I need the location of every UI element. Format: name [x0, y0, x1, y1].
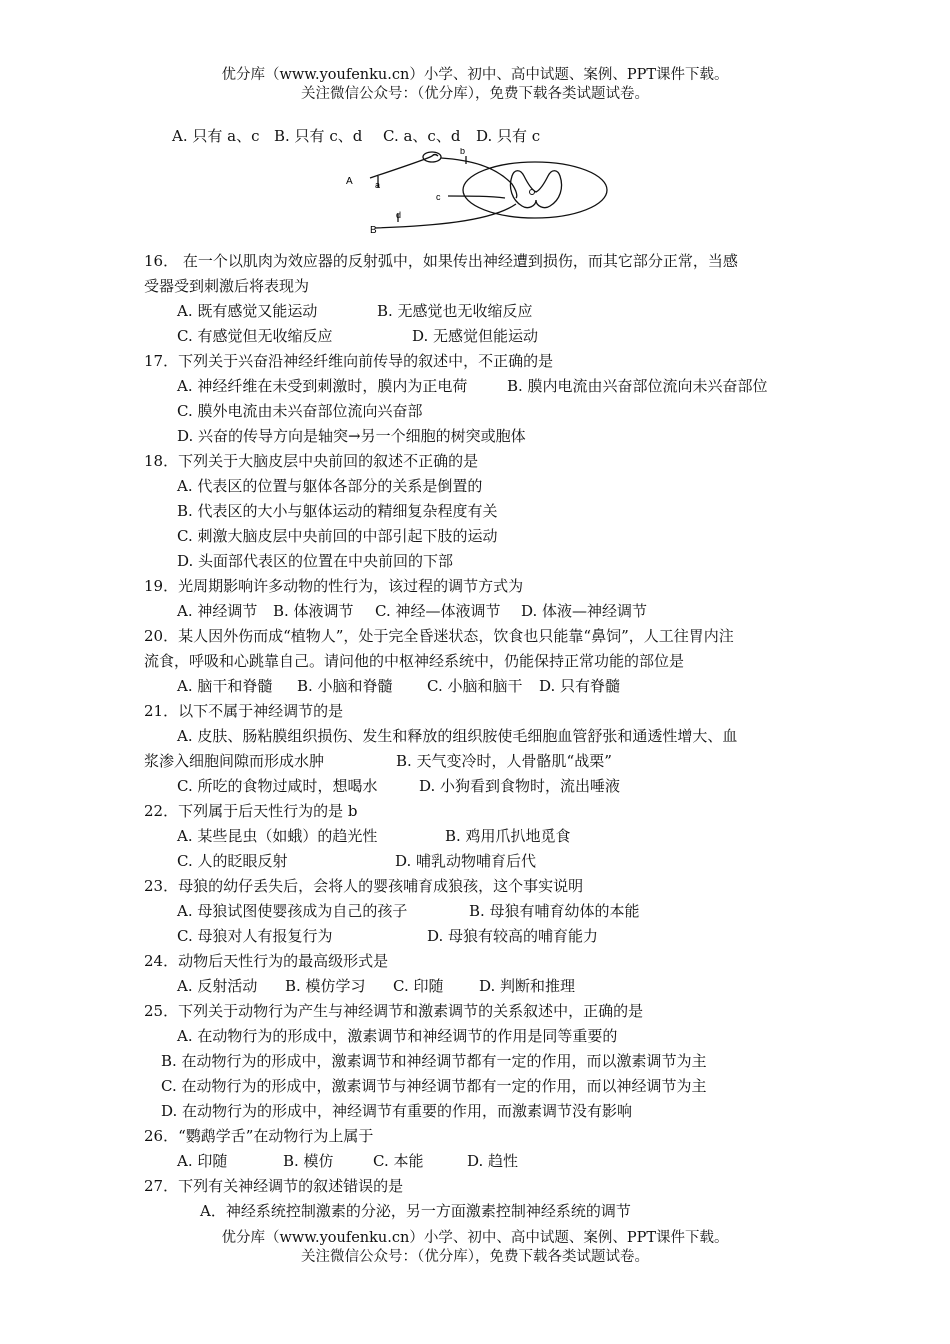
q20-option-d: D. 只有脊髓 — [539, 677, 621, 695]
q19-option-c: C. 神经—体液调节 — [375, 602, 501, 620]
q21-option-a-tail: 浆渗入细胞间隙而形成水肿 — [144, 752, 325, 770]
q22-option-b: B. 鸡用爪扒地觅食 — [445, 827, 571, 845]
q24-option-b: B. 模仿学习 — [285, 977, 366, 995]
q26-option-d: D. 趋性 — [467, 1152, 519, 1170]
page-footer — [0, 1229, 950, 1267]
q16-stem: 16． 在一个以肌肉为效应器的反射弧中，如果传出神经遭到损伤，而其它部分正常，当感 — [144, 252, 738, 270]
q16-option-a: A. 既有感觉又能运动 — [177, 302, 318, 320]
q22-option-d: D. 哺乳动物哺育后代 — [395, 852, 537, 870]
label-d: d — [396, 210, 402, 220]
q17-option-a: A. 神经纤维在未受到刺激时，膜内为正电荷 — [177, 377, 468, 395]
label-b: b — [460, 148, 466, 156]
q25-option-a: A. 在动物行为的形成中，激素调节和神经调节的作用是同等重要的 — [177, 1027, 618, 1045]
q26-stem: 26．“鹦鹉学舌”在动物行为上属于 — [144, 1127, 374, 1145]
q19-option-d: D. 体液—神经调节 — [521, 602, 648, 620]
q22-option-a: A. 某些昆虫（如蛾）的趋光性 — [177, 827, 378, 845]
q23-option-d: D. 母狼有较高的哺育能力 — [427, 927, 599, 945]
q25-option-b: B. 在动物行为的形成中，激素调节和神经调节都有一定的作用，而以激素调节为主 — [161, 1052, 707, 1070]
q26-option-a: A. 印随 — [177, 1152, 228, 1170]
header-line-2: 关注微信公众号：（优分库），免费下载各类试题试卷。 — [301, 86, 649, 102]
q20-option-b: B. 小脑和脊髓 — [297, 677, 393, 695]
q27-option-a: A．神经系统控制激素的分泌，另一方面激素控制神经系统的调节 — [200, 1202, 631, 1220]
q18-stem: 18．下列关于大脑皮层中央前回的叙述不正确的是 — [144, 452, 479, 470]
label-B: B — [370, 225, 377, 236]
q24-option-c: C. 印随 — [393, 977, 444, 995]
q21-stem: 21．以下不属于神经调节的是 — [144, 702, 344, 720]
label-c: c — [436, 192, 441, 202]
q20-option-c: C. 小脑和脑干 — [427, 677, 523, 695]
q24-stem: 24．动物后天性行为的最高级形式是 — [144, 952, 389, 970]
q20-option-a: A. 脑干和脊髓 — [177, 677, 273, 695]
q22-stem: 22．下列属于后天性行为的是 b — [144, 802, 358, 820]
q25-stem: 25．下列关于动物行为产生与神经调节和激素调节的关系叙述中，正确的是 — [144, 1002, 644, 1020]
reflex-arc-diagram — [340, 148, 620, 238]
q22-option-c: C. 人的眨眼反射 — [177, 852, 288, 870]
q17-option-d: D. 兴奋的传导方向是轴突→另一个细胞的树突或胞体 — [177, 427, 526, 445]
q17-option-c: C. 膜外电流由未兴奋部位流向兴奋部 — [177, 402, 423, 420]
q18-option-d: D. 头面部代表区的位置在中央前回的下部 — [177, 552, 454, 570]
q21-option-c: C. 所吃的食物过咸时，想喝水 — [177, 777, 378, 795]
q15-option-d: D. 只有 c — [476, 127, 541, 145]
q27-stem: 27．下列有关神经调节的叙述错误的是 — [144, 1177, 404, 1195]
q19-option-b: B. 体液调节 — [273, 602, 354, 620]
q20-stem-cont: 流食，呼吸和心跳靠自己。请问他的中枢神经系统中，仍能保持正常功能的部位是 — [144, 652, 685, 670]
q16-option-b: B. 无感觉也无收缩反应 — [377, 302, 533, 320]
header-line-1: 优分库（www.youfenku.cn）小学、初中、高中试题、案例、PPT课件下载。 — [221, 67, 729, 83]
q15-option-b: B. 只有 c、d — [274, 127, 363, 145]
q24-option-d: D. 判断和推理 — [479, 977, 576, 995]
q19-stem: 19．光周期影响许多动物的性行为，该过程的调节方式为 — [144, 577, 524, 595]
q17-stem: 17．下列关于兴奋沿神经纤维向前传导的叙述中，不正确的是 — [144, 352, 554, 370]
q24-option-a: A. 反射活动 — [177, 977, 258, 995]
q16-option-d: D. 无感觉但能运动 — [412, 327, 539, 345]
q26-option-b: B. 模仿 — [283, 1152, 334, 1170]
footer-line-2: 关注微信公众号：（优分库），免费下载各类试题试卷。 — [301, 1249, 649, 1265]
q19-option-a: A. 神经调节 — [177, 602, 258, 620]
q20-stem: 20．某人因外伤而成“植物人”，处于完全昏迷状态，饮食也只能靠“鼻饲”，人工往胃内注 — [144, 627, 734, 645]
q21-option-d: D. 小狗看到食物时，流出唾液 — [419, 777, 621, 795]
q21-option-b: B. 天气变冷时，人骨骼肌“战栗” — [396, 752, 612, 770]
q18-option-c: C. 刺激大脑皮层中央前回的中部引起下肢的运动 — [177, 527, 498, 545]
q25-option-d: D. 在动物行为的形成中，神经调节有重要的作用，而激素调节没有影响 — [161, 1102, 633, 1120]
q16-option-c: C. 有感觉但无收缩反应 — [177, 327, 333, 345]
q21-option-a: A. 皮肤、肠粘膜组织损伤、发生和释放的组织胺使毛细胞血管舒张和通透性增大、血 — [177, 727, 738, 745]
q26-option-c: C. 本能 — [373, 1152, 424, 1170]
q15-option-a: A. 只有 a、c — [172, 127, 260, 145]
q23-option-a: A. 母狼试图使婴孩成为自己的孩子 — [177, 902, 408, 920]
label-A: A — [346, 176, 353, 187]
q25-option-c: C. 在动物行为的形成中，激素调节与神经调节都有一定的作用，而以神经调节为主 — [161, 1077, 707, 1095]
q18-option-a: A. 代表区的位置与躯体各部分的关系是倒置的 — [177, 477, 483, 495]
page-header — [0, 66, 950, 104]
q23-stem: 23．母狼的幼仔丢失后，会将人的婴孩哺育成狼孩，这个事实说明 — [144, 877, 584, 895]
q23-option-c: C. 母狼对人有报复行为 — [177, 927, 333, 945]
q15-option-c: C. a、c、d — [383, 127, 461, 145]
q18-option-b: B. 代表区的大小与躯体运动的精细复杂程度有关 — [177, 502, 498, 520]
footer-line-1: 优分库（www.youfenku.cn）小学、初中、高中试题、案例、PPT课件下载。 — [221, 1230, 729, 1246]
q17-option-b: B. 膜内电流由兴奋部位流向未兴奋部位 — [507, 377, 768, 395]
q16-stem-cont: 受器受到刺激后将表现为 — [144, 277, 310, 295]
label-a: a — [375, 180, 381, 190]
q23-option-b: B. 母狼有哺育幼体的本能 — [469, 902, 640, 920]
